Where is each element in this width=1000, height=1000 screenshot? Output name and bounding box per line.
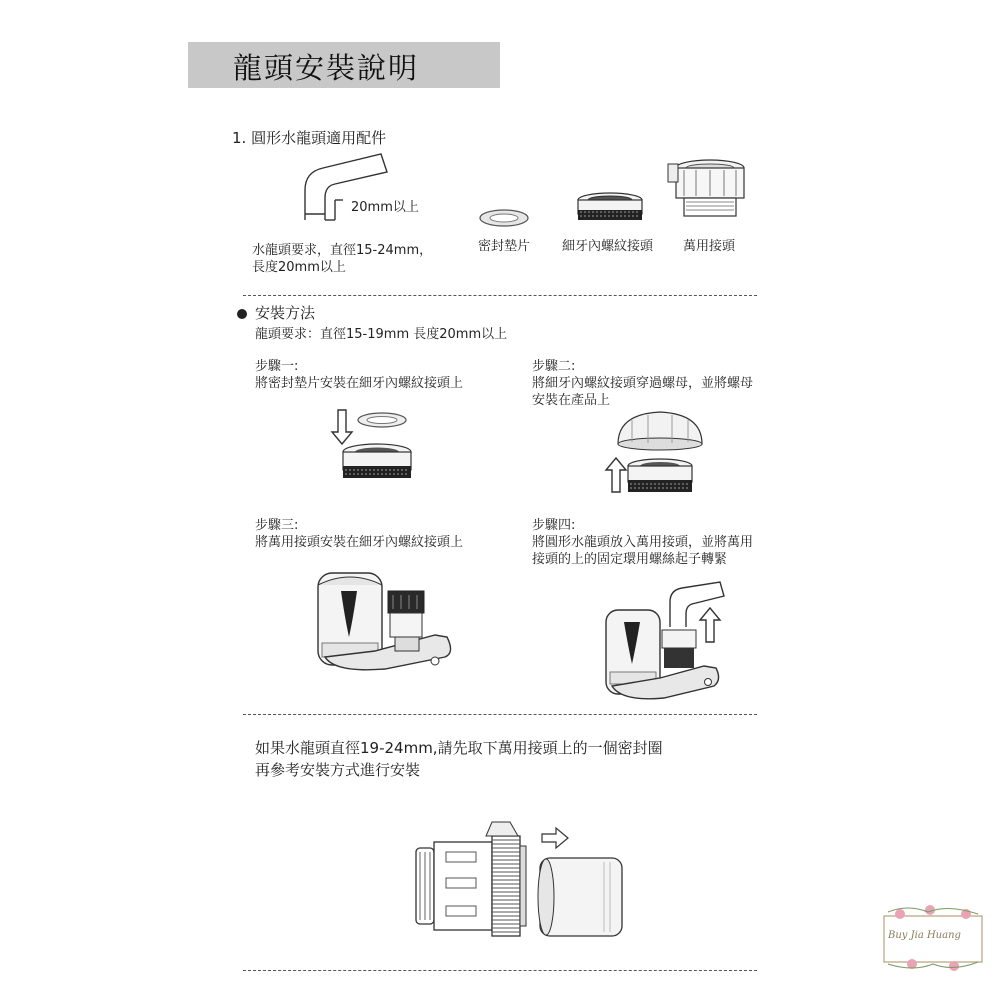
threaded-connector-icon [576, 192, 644, 226]
step3-label: 步驟三: [255, 518, 299, 533]
note-line2: 再參考安裝方式進行安裝 [255, 761, 421, 779]
faucet-spout-illustration [295, 150, 395, 230]
faucet-requirement-line1: 水龍頭要求，直徑15-24mm， [252, 243, 433, 258]
install-requirement: 龍頭要求：直徑15-19mm 長度20mm以上 [255, 327, 508, 342]
part-label-universal-adapter: 萬用接頭 [683, 239, 736, 254]
page-title: 龍頭安裝說明 [233, 51, 420, 85]
faucet-requirement-line2: 長度20mm以上 [252, 260, 346, 275]
seal-gasket-icon [478, 208, 530, 228]
step4-filter-illustration [600, 582, 730, 707]
adapter-seal-removal-illustration [412, 818, 632, 944]
separator-2 [243, 714, 757, 715]
step2-text-line1: 將細牙內螺紋接頭穿過螺母，並將螺母 [532, 376, 754, 391]
part-label-threaded-connector: 細牙內螺紋接頭 [562, 239, 654, 254]
step1-label: 步驟一: [255, 359, 299, 374]
step4-text-line2: 接頭的上的固定環用螺絲起子轉緊 [532, 552, 728, 567]
step2-text-line2: 安裝在產品上 [532, 393, 611, 408]
step1-text: 將密封墊片安裝在細牙內螺紋接頭上 [255, 376, 464, 391]
faucet-dimension-label: 20mm以上 [351, 200, 419, 215]
section1-heading: 1. 圓形水龍頭適用配件 [232, 129, 387, 147]
universal-adapter-icon [666, 158, 748, 228]
step2-illustration [598, 410, 708, 500]
section2-heading: 安裝方法 [255, 304, 316, 322]
separator-3 [243, 970, 757, 971]
step1-illustration [330, 410, 420, 490]
step3-filter-illustration [315, 565, 460, 690]
part-label-gasket: 密封墊片 [478, 239, 531, 254]
separator-1 [243, 295, 757, 296]
note-line1: 如果水龍頭直徑19-24mm,請先取下萬用接頭上的一個密封圈 [255, 739, 663, 757]
step3-text: 將萬用接頭安裝在細牙內螺紋接頭上 [255, 535, 464, 550]
watermark-text: Buy Jia Huang [888, 930, 961, 941]
step2-label: 步驟二: [532, 359, 576, 374]
step4-label: 步驟四: [532, 518, 576, 533]
step4-text-line1: 將圓形水龍頭放入萬用接頭，並將萬用 [532, 535, 754, 550]
bullet-dot [237, 309, 247, 319]
